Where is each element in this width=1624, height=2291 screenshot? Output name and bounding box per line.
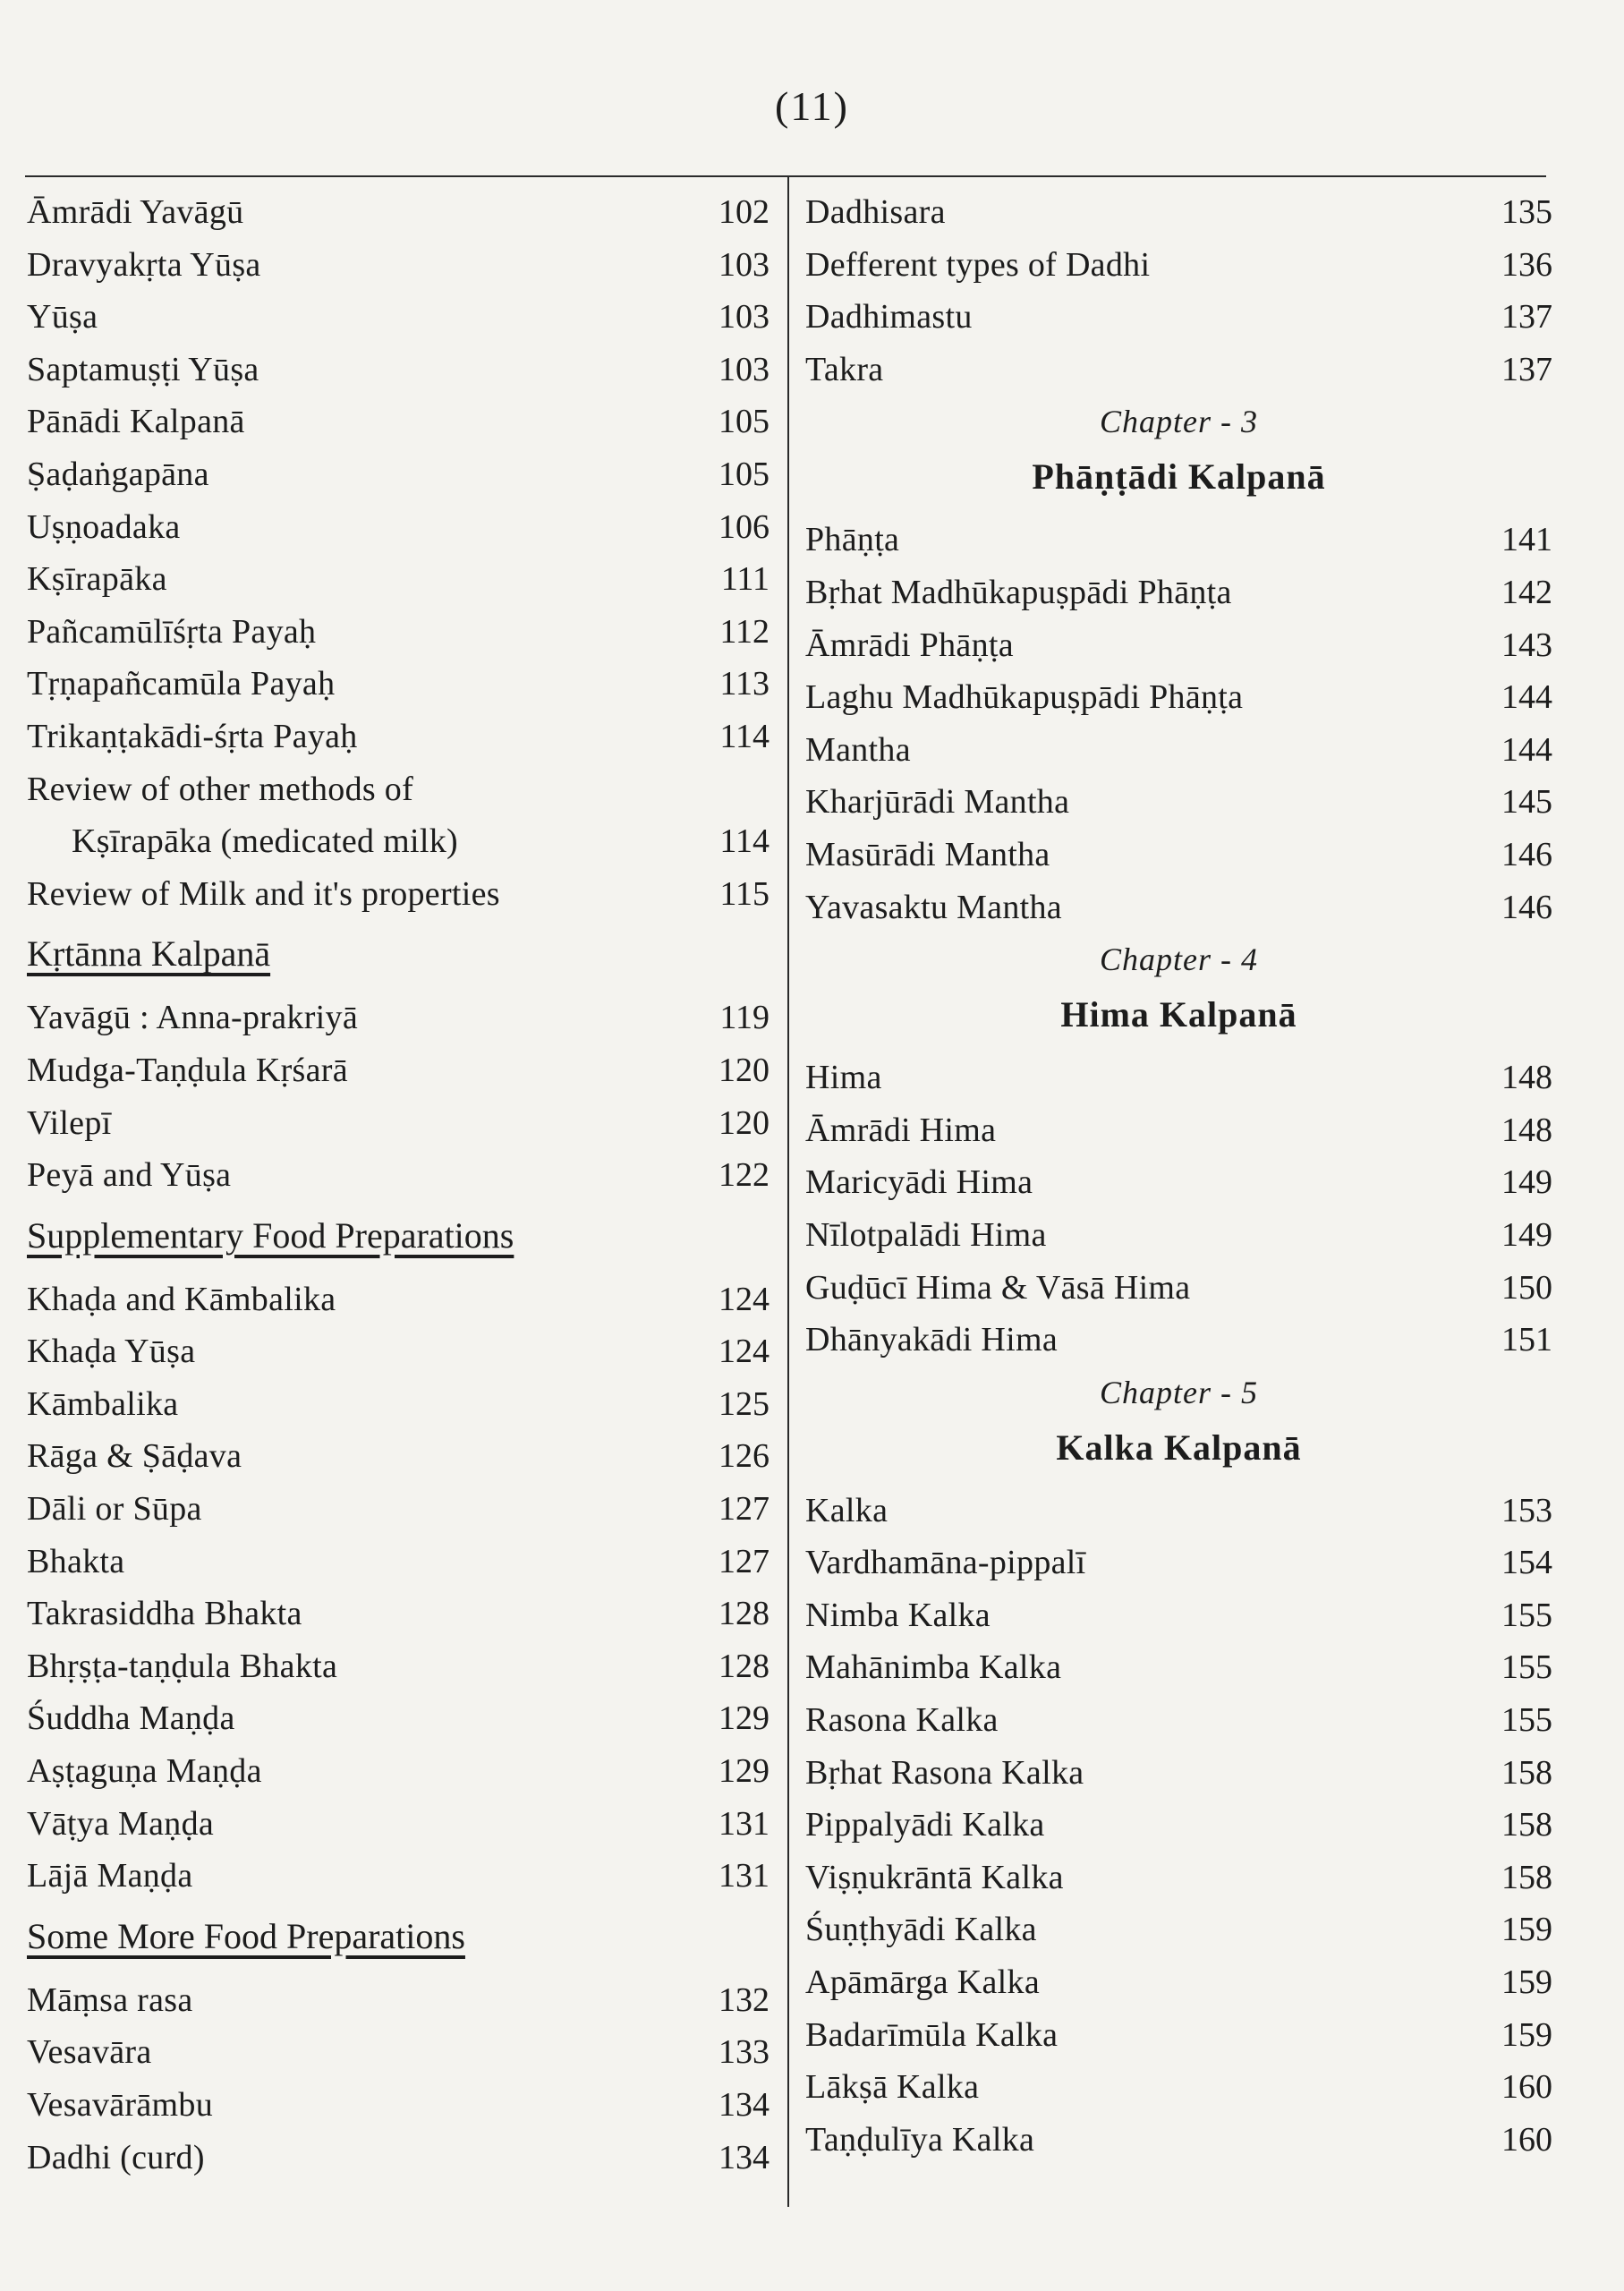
toc-entry-page: 150 xyxy=(1501,1268,1552,1307)
toc-entry xyxy=(27,396,769,448)
chapter-label: Chapter - 3 xyxy=(1100,404,1258,440)
toc-entry-page: 129 xyxy=(718,1752,769,1791)
toc-entry-page: 135 xyxy=(1501,193,1552,231)
toc-entry xyxy=(27,658,769,711)
toc-entry xyxy=(27,448,769,501)
toc-entry-page: 105 xyxy=(718,455,769,493)
toc-entry xyxy=(805,1956,1552,2009)
chapter-title: Phāṇṭādi Kalpanā xyxy=(1032,456,1326,498)
toc-entry xyxy=(805,291,1552,344)
toc-entry xyxy=(27,1536,769,1588)
toc-entry-title: Takrasiddha Bhakta xyxy=(27,1595,302,1633)
toc-entry xyxy=(805,1485,1552,1537)
toc-entry-title: Maricyādi Hima xyxy=(805,1163,1033,1202)
toc-entry xyxy=(805,619,1552,672)
toc-entry xyxy=(805,881,1552,934)
toc-entry-title: Saptamuṣṭi Yūṣa xyxy=(27,350,259,388)
toc-entry xyxy=(805,1156,1552,1209)
toc-entry-page: 120 xyxy=(718,1051,769,1089)
toc-entry-title: Kṣīrapāka (medicated milk) xyxy=(72,822,458,861)
toc-entry-title: Mantha xyxy=(805,730,911,769)
toc-entry xyxy=(27,501,769,554)
toc-entry-title: Khaḍa and Kāmbalika xyxy=(27,1280,336,1318)
section-heading: Supplementary Food Preparations xyxy=(27,1214,514,1256)
toc-entry-title: Bhṛṣṭa-taṇḍula Bhakta xyxy=(27,1647,338,1685)
toc-entry xyxy=(805,1314,1552,1367)
toc-entry xyxy=(805,186,1552,239)
toc-entry-page: 111 xyxy=(720,560,769,599)
toc-entry xyxy=(805,724,1552,777)
toc-entry-title: Aṣṭaguṇa Maṇḍa xyxy=(27,1752,262,1791)
toc-entry-title: Dadhisara xyxy=(805,193,946,231)
toc-entry xyxy=(805,1209,1552,1262)
toc-entry-title: Pānādi Kalpanā xyxy=(27,403,245,441)
toc-entry xyxy=(805,671,1552,724)
toc-entry-title: Yūṣa xyxy=(27,298,98,336)
toc-entry-title: Vilepī xyxy=(27,1103,112,1142)
chapter-title: Kalka Kalpanā xyxy=(1056,1427,1302,1468)
toc-entry-title: Vardhamāna-pippalī xyxy=(805,1544,1086,1582)
toc-entry-page: 144 xyxy=(1501,730,1552,769)
toc-entry xyxy=(27,239,769,292)
toc-entry-title: Kṣīrapāka xyxy=(27,560,167,599)
toc-entry xyxy=(27,291,769,344)
toc-entry-page: 159 xyxy=(1501,1911,1552,1949)
toc-entry-page: 137 xyxy=(1501,298,1552,336)
toc-entry-page: 105 xyxy=(718,403,769,441)
toc-entry xyxy=(27,1640,769,1693)
toc-entry-title: Defferent types of Dadhi xyxy=(805,245,1151,284)
toc-entry-title: Āmrādi Hima xyxy=(805,1111,997,1149)
toc-entry xyxy=(805,1537,1552,1589)
toc-entry xyxy=(805,514,1552,566)
toc-entry xyxy=(27,2132,769,2185)
toc-entry-page: 148 xyxy=(1501,1059,1552,1097)
toc-entry-title: Review of Milk and it's properties xyxy=(27,874,500,913)
toc-entry-title: Lākṣā Kalka xyxy=(805,2068,980,2107)
toc-entry xyxy=(27,1588,769,1640)
section-heading: Kṛtānna Kalpanā xyxy=(27,933,271,975)
toc-entry-page: 153 xyxy=(1501,1491,1552,1529)
toc-entry-page: 103 xyxy=(718,350,769,388)
toc-entry xyxy=(27,1273,769,1326)
toc-entry xyxy=(805,2114,1552,2167)
toc-entry-page: 103 xyxy=(718,245,769,284)
chapter-label: Chapter - 5 xyxy=(1100,1374,1258,1410)
toc-entry-page: 136 xyxy=(1501,245,1552,284)
toc-entry-title: Dhānyakādi Hima xyxy=(805,1321,1059,1359)
toc-entry-title: Mahānimba Kalka xyxy=(805,1648,1062,1687)
toc-entry-title: Vāṭya Maṇḍa xyxy=(27,1804,215,1843)
toc-entry-page: 106 xyxy=(718,507,769,546)
toc-entry-page: 128 xyxy=(718,1595,769,1633)
toc-entry-page: 154 xyxy=(1501,1544,1552,1582)
toc-entry-title: Pañcamūlīśṛta Payaḥ xyxy=(27,612,317,651)
toc-entry-page: 143 xyxy=(1501,626,1552,664)
toc-entry-page: 137 xyxy=(1501,350,1552,388)
toc-entry-page: 122 xyxy=(718,1156,769,1195)
toc-entry-title: Taṇḍulīya Kalka xyxy=(805,2120,1035,2159)
toc-entry-title: Peyā and Yūṣa xyxy=(27,1156,232,1195)
toc-entry-title: Rāga & Ṣāḍava xyxy=(27,1437,242,1476)
toc-entry-page: 132 xyxy=(718,1980,769,2019)
toc-entry-page: 131 xyxy=(718,1804,769,1843)
toc-entry-page: 127 xyxy=(718,1542,769,1580)
toc-entry-title: Yavasaktu Mantha xyxy=(805,888,1062,926)
toc-entry-page: 145 xyxy=(1501,783,1552,822)
toc-entry-title: Āmrādi Phāṇṭa xyxy=(805,626,1014,664)
toc-entry xyxy=(27,553,769,606)
toc-entry-page: 142 xyxy=(1501,573,1552,611)
toc-entry xyxy=(27,815,769,868)
toc-entry xyxy=(27,1974,769,2027)
toc-entry xyxy=(27,1850,769,1903)
toc-entry-page: 146 xyxy=(1501,888,1552,926)
toc-entry-page: 141 xyxy=(1501,521,1552,559)
toc-entry-title: Śuṇṭhyādi Kalka xyxy=(805,1911,1037,1949)
toc-entry xyxy=(27,1325,769,1378)
toc-entry xyxy=(27,868,769,921)
toc-entry xyxy=(27,344,769,396)
toc-entry xyxy=(805,776,1552,829)
toc-entry xyxy=(27,1798,769,1851)
toc-entry xyxy=(805,2009,1552,2062)
toc-entry-title: Nīlotpalādi Hima xyxy=(805,1215,1047,1254)
toc-entry-title: Tṛṇapañcamūla Payaḥ xyxy=(27,665,336,703)
toc-entry-title: Kāmbalika xyxy=(27,1384,179,1423)
toc-entry-title: Mudga-Taṇḍula Kṛśarā xyxy=(27,1051,348,1089)
toc-entry-page: 131 xyxy=(718,1857,769,1895)
toc-entry-page: 146 xyxy=(1501,835,1552,873)
toc-entry xyxy=(805,1104,1552,1157)
toc-entry-title: Śuddha Maṇḍa xyxy=(27,1699,235,1738)
toc-entry xyxy=(27,1483,769,1536)
toc-entry-title: Viṣṇukrāntā Kalka xyxy=(805,1858,1064,1896)
toc-entry-page: 155 xyxy=(1501,1648,1552,1687)
toc-entry xyxy=(27,1149,769,1202)
toc-entry xyxy=(805,1641,1552,1694)
toc-entry-title: Review of other methods of xyxy=(27,770,414,808)
toc-entry-title: Takra xyxy=(805,350,884,388)
toc-entry-title: Dāli or Sūpa xyxy=(27,1490,202,1529)
toc-entry-page: 126 xyxy=(718,1437,769,1476)
page-number: (11) xyxy=(775,83,849,129)
toc-entry-page: 125 xyxy=(718,1384,769,1423)
chapter-label: Chapter - 4 xyxy=(1100,941,1258,978)
toc-entry-page: 124 xyxy=(718,1333,769,1371)
toc-entry-title: Āmrādi Yavāgū xyxy=(27,193,244,231)
toc-entry xyxy=(805,829,1552,881)
toc-entry xyxy=(27,1745,769,1798)
toc-entry xyxy=(805,1694,1552,1747)
toc-entry-title: Kalka xyxy=(805,1491,889,1529)
toc-entry xyxy=(805,239,1552,292)
toc-entry-page: 159 xyxy=(1501,1963,1552,2002)
toc-entry xyxy=(805,1903,1552,1956)
toc-entry-title: Khaḍa Yūṣa xyxy=(27,1333,196,1371)
toc-entry xyxy=(805,2061,1552,2114)
toc-entry xyxy=(27,711,769,763)
toc-entry-title: Badarīmūla Kalka xyxy=(805,2015,1059,2054)
toc-entry-page: 160 xyxy=(1501,2068,1552,2107)
toc-entry xyxy=(27,2079,769,2132)
toc-entry-title: Lājā Maṇḍa xyxy=(27,1857,193,1895)
toc-entry-page: 113 xyxy=(719,665,769,703)
section-heading: Some More Food Preparations xyxy=(27,1915,465,1956)
toc-entry-title: Laghu Madhūkapuṣpādi Phāṇṭa xyxy=(805,678,1244,717)
toc-entry-page: 155 xyxy=(1501,1596,1552,1634)
toc-entry-title: Uṣṇoadaka xyxy=(27,507,181,546)
toc-entry-title: Nimba Kalka xyxy=(805,1596,991,1634)
toc-entry xyxy=(27,606,769,659)
toc-entry-page: 120 xyxy=(718,1103,769,1142)
toc-entry-page: 134 xyxy=(718,2086,769,2124)
toc-entry-page: 119 xyxy=(719,999,769,1037)
toc-entry xyxy=(805,566,1552,619)
toc-entry-title: Bṛhat Madhūkapuṣpādi Phāṇṭa xyxy=(805,573,1232,611)
toc-entry xyxy=(805,1589,1552,1642)
toc-entry-page: 160 xyxy=(1501,2120,1552,2159)
toc-entry-title: Vesavāra xyxy=(27,2033,152,2072)
toc-entry-page: 158 xyxy=(1501,1753,1552,1792)
toc-left-column xyxy=(27,186,769,2184)
toc-entry xyxy=(27,1430,769,1483)
toc-entry-page: 159 xyxy=(1501,2015,1552,2054)
toc-entry-title: Phāṇṭa xyxy=(805,521,900,559)
toc-entry-page: 114 xyxy=(719,822,769,861)
toc-entry-page: 144 xyxy=(1501,678,1552,717)
toc-entry-page: 115 xyxy=(719,874,769,913)
toc-entry xyxy=(805,1052,1552,1104)
toc-entry xyxy=(805,1852,1552,1904)
toc-entry-title: Trikaṇṭakādi-śṛta Payaḥ xyxy=(27,717,358,755)
toc-entry xyxy=(27,1097,769,1150)
toc-entry-title: Yavāgū : Anna-prakriyā xyxy=(27,999,358,1037)
toc-entry xyxy=(27,186,769,239)
top-rule xyxy=(25,175,1546,177)
toc-entry-page: 102 xyxy=(718,193,769,231)
toc-entry-page: 155 xyxy=(1501,1701,1552,1740)
toc-entry xyxy=(27,1378,769,1431)
toc-entry-page: 114 xyxy=(719,717,769,755)
chapter-title: Hima Kalpanā xyxy=(1060,994,1297,1035)
toc-entry-page: 127 xyxy=(718,1490,769,1529)
toc-entry-title: Bṛhat Rasona Kalka xyxy=(805,1753,1084,1792)
toc-entry-page: 149 xyxy=(1501,1163,1552,1202)
toc-entry-title: Rasona Kalka xyxy=(805,1701,999,1740)
toc-entry-title: Guḍūcī Hima & Vāsā Hima xyxy=(805,1268,1191,1307)
toc-entry-title: Dadhi (curd) xyxy=(27,2138,205,2176)
toc-entry xyxy=(805,1799,1552,1852)
toc-entry-page: 134 xyxy=(718,2138,769,2176)
toc-entry xyxy=(27,992,769,1044)
toc-entry-title: Apāmārga Kalka xyxy=(805,1963,1040,2002)
toc-entry xyxy=(27,1692,769,1745)
toc-entry-title: Ṣaḍaṅgapāna xyxy=(27,455,209,493)
toc-entry-title: Hima xyxy=(805,1059,882,1097)
toc-entry-page: 129 xyxy=(718,1699,769,1738)
toc-entry-title: Kharjūrādi Mantha xyxy=(805,783,1070,822)
toc-entry-title: Dadhimastu xyxy=(805,298,973,336)
toc-entry xyxy=(805,1262,1552,1315)
toc-entry-title: Dravyakṛta Yūṣa xyxy=(27,245,261,284)
toc-entry-page: 133 xyxy=(718,2033,769,2072)
toc-entry xyxy=(27,763,769,816)
toc-entry xyxy=(27,1044,769,1097)
toc-entry-title: Vesavārāmbu xyxy=(27,2086,213,2124)
toc-entry-page: 112 xyxy=(719,612,769,651)
toc-entry xyxy=(27,2026,769,2079)
toc-entry-page: 158 xyxy=(1501,1858,1552,1896)
toc-entry-page: 124 xyxy=(718,1280,769,1318)
toc-entry-page: 103 xyxy=(718,298,769,336)
toc-entry-title: Māṃsa rasa xyxy=(27,1980,193,2019)
toc-entry-page: 149 xyxy=(1501,1215,1552,1254)
toc-entry-page: 128 xyxy=(718,1647,769,1685)
toc-entry-title: Masūrādi Mantha xyxy=(805,835,1050,873)
toc-entry-title: Bhakta xyxy=(27,1542,125,1580)
toc-entry-title: Pippalyādi Kalka xyxy=(805,1806,1045,1844)
toc-entry xyxy=(805,344,1552,396)
toc-entry-page: 158 xyxy=(1501,1806,1552,1844)
toc-entry xyxy=(805,1747,1552,1800)
toc-entry-page: 151 xyxy=(1501,1321,1552,1359)
toc-right-column xyxy=(805,186,1552,2166)
column-divider xyxy=(787,175,789,2207)
toc-entry-page: 148 xyxy=(1501,1111,1552,1149)
